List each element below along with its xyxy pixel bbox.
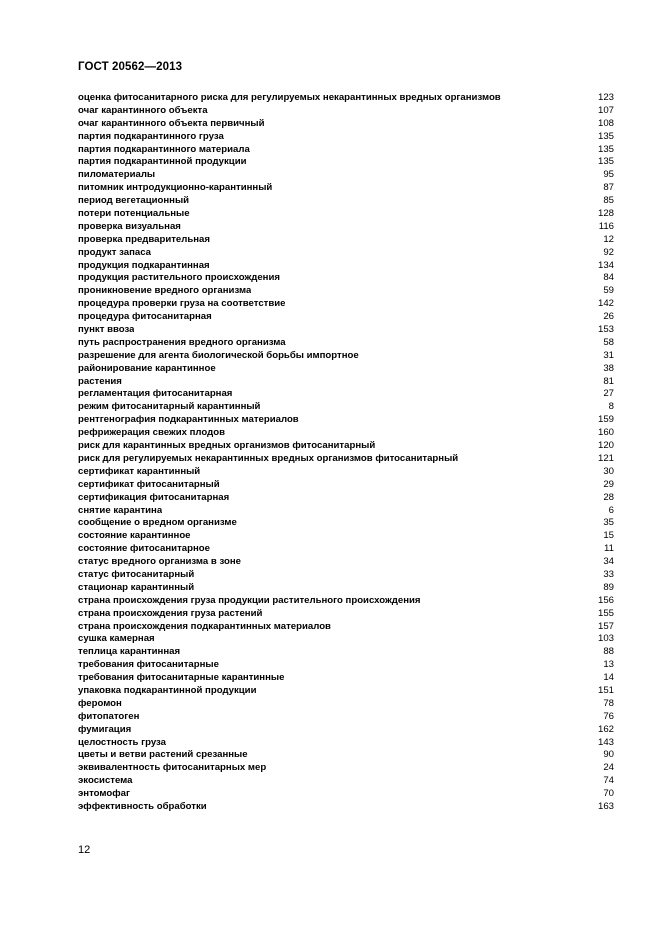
index-term: пункт ввоза	[78, 324, 135, 336]
index-term: процедура фитосанитарная	[78, 311, 212, 323]
index-entry	[78, 711, 614, 724]
index-term: питомник интродукционно-карантинный	[78, 182, 273, 194]
index-entry	[78, 156, 614, 169]
index-page-ref: 26	[603, 311, 614, 323]
index-term: статус вредного организма в зоне	[78, 556, 241, 568]
index-term: состояние карантинное	[78, 530, 191, 542]
index-page-ref: 74	[603, 775, 614, 787]
index-entry	[78, 208, 614, 221]
index-entry	[78, 633, 614, 646]
index-term: период вегетационный	[78, 195, 190, 207]
index-entry	[78, 466, 614, 479]
index-term: эквивалентность фитосанитарных мер	[78, 762, 267, 774]
index-term: эффективность обработки	[78, 800, 207, 812]
index-page-ref: 107	[597, 104, 614, 116]
index-entry	[78, 92, 614, 105]
index-entry	[78, 234, 614, 247]
index-page-ref: 135	[597, 143, 614, 155]
index-term: оценка фитосанитарного риска для регулируемых некарантинных вредных организмов	[78, 92, 501, 103]
index-entry	[78, 298, 614, 311]
index-page-ref: 120	[597, 440, 614, 452]
index-entry	[78, 427, 614, 440]
index-page-ref: 27	[603, 388, 614, 400]
index-page-ref: 163	[597, 800, 614, 812]
index-term: потери потенциальные	[78, 208, 190, 220]
index-entry	[78, 492, 614, 505]
index-term: проникновение вредного организма	[78, 285, 252, 297]
index-page-ref: 89	[603, 581, 614, 593]
index-page-ref: 135	[597, 130, 614, 142]
index-page-ref: 33	[603, 568, 614, 580]
index-entry	[78, 260, 614, 273]
index-term: разрешение для агента биологической борьбы импортное	[78, 349, 359, 361]
index-page-ref: 11	[604, 543, 614, 555]
index-entry	[78, 324, 614, 337]
index-entry	[78, 685, 614, 698]
index-entry	[78, 556, 614, 569]
index-entry	[78, 272, 614, 285]
index-page-ref: 12	[603, 233, 614, 245]
index-page-ref: 92	[603, 246, 614, 258]
index-entry	[78, 801, 614, 814]
page-number: 12	[78, 844, 91, 856]
index-term: регламентация фитосанитарная	[78, 388, 233, 400]
index-page-ref: 58	[603, 336, 614, 348]
index-entry	[78, 453, 614, 466]
index-page-ref: 116	[598, 220, 614, 232]
index-page-ref: 15	[603, 530, 614, 542]
index-entry	[78, 659, 614, 672]
index-page-ref: 14	[603, 672, 614, 684]
index-page-ref: 24	[603, 762, 614, 774]
index-page-ref: 108	[597, 117, 614, 129]
index-page-ref: 30	[603, 465, 614, 477]
index-term: требования фитосанитарные карантинные	[78, 672, 285, 684]
index-page-ref: 13	[603, 659, 614, 671]
index-term: цветы и ветви растений срезанные	[78, 749, 248, 761]
index-entry	[78, 337, 614, 350]
index-page-ref: 134	[597, 259, 614, 271]
index-page-ref: 156	[597, 594, 614, 606]
index-term: риск для регулируемых некарантинных вредных организмов фитосанитарный	[78, 452, 459, 464]
index-entry	[78, 363, 614, 376]
index-term: очаг карантинного объекта	[78, 104, 208, 116]
index-entry	[78, 182, 614, 195]
index-term: очаг карантинного объекта первичный	[78, 117, 265, 129]
index-term: пиломатериалы	[78, 169, 156, 181]
index-page-ref: 123	[597, 92, 614, 103]
index-term: сертификация фитосанитарная	[78, 491, 230, 503]
index-page-ref: 160	[597, 427, 614, 439]
index-entry	[78, 311, 614, 324]
index-term: партия подкарантинного материала	[78, 143, 250, 155]
index-page-ref: 38	[603, 362, 614, 374]
index-page-ref: 8	[608, 401, 614, 413]
index-entry	[78, 621, 614, 634]
index-term: режим фитосанитарный карантинный	[78, 401, 261, 413]
index-entry	[78, 350, 614, 363]
index-page-ref: 59	[603, 285, 614, 297]
index-page-ref: 128	[597, 208, 614, 220]
index-entry	[78, 247, 614, 260]
index-page-ref: 6	[608, 504, 614, 516]
index-term: фитопатоген	[78, 710, 140, 722]
index-term: феромон	[78, 697, 122, 709]
index-page-ref: 135	[597, 156, 614, 168]
index-term: фумигация	[78, 723, 132, 735]
index-page-ref: 29	[603, 478, 614, 490]
index-term: рентгенография подкарантинных материалов	[78, 414, 299, 426]
index-entry	[78, 221, 614, 234]
index-page-ref: 81	[603, 375, 614, 387]
index-page-ref: 121	[597, 452, 614, 464]
index-entry	[78, 595, 614, 608]
index-entry	[78, 169, 614, 182]
index-term: продукция растительного происхождения	[78, 272, 280, 284]
index-entry	[78, 543, 614, 556]
index-term: требования фитосанитарные	[78, 659, 219, 671]
index-page-ref: 28	[603, 491, 614, 503]
index-page-ref: 88	[603, 646, 614, 658]
index-term: энтомофаг	[78, 788, 130, 800]
alphabetical-index-list	[78, 92, 614, 814]
index-term: районирование карантинное	[78, 362, 216, 374]
document-header: ГОСТ 20562—2013	[78, 61, 183, 73]
index-term: статус фитосанитарный	[78, 568, 195, 580]
index-entry	[78, 388, 614, 401]
index-page-ref: 78	[603, 697, 614, 709]
index-page-ref: 35	[603, 517, 614, 529]
index-term: партия подкарантинной продукции	[78, 156, 247, 168]
index-term: продукт запаса	[78, 246, 151, 258]
index-entry	[78, 376, 614, 389]
index-term: проверка визуальная	[78, 220, 181, 232]
index-page-ref: 143	[597, 736, 614, 748]
index-entry	[78, 517, 614, 530]
index-entry	[78, 440, 614, 453]
index-term: стационар карантинный	[78, 581, 195, 593]
index-term: сообщение о вредном организме	[78, 517, 237, 529]
index-term: целостность груза	[78, 736, 167, 748]
index-page-ref: 155	[597, 607, 614, 619]
index-term: страна происхождения подкарантинных материалов	[78, 620, 331, 632]
index-page-ref: 70	[603, 788, 614, 800]
index-term: упаковка подкарантинной продукции	[78, 684, 257, 696]
index-term: сертификат карантинный	[78, 465, 201, 477]
index-entry	[78, 414, 614, 427]
index-term: состояние фитосанитарное	[78, 543, 210, 555]
index-entry	[78, 788, 614, 801]
index-entry	[78, 698, 614, 711]
index-entry	[78, 401, 614, 414]
index-page-ref: 157	[597, 620, 614, 632]
index-entry	[78, 144, 614, 157]
index-entry	[78, 118, 614, 131]
index-entry	[78, 569, 614, 582]
index-page-ref: 34	[603, 556, 614, 568]
index-term: партия подкарантинного груза	[78, 130, 224, 142]
index-entry	[78, 582, 614, 595]
index-entry	[78, 762, 614, 775]
index-term: растения	[78, 375, 122, 387]
index-page-ref: 162	[597, 723, 614, 735]
index-entry	[78, 195, 614, 208]
index-page-ref: 95	[603, 169, 614, 181]
index-entry	[78, 131, 614, 144]
index-entry	[78, 775, 614, 788]
index-page-ref: 159	[597, 414, 614, 426]
index-term: снятие карантина	[78, 504, 163, 516]
index-term: рефрижерация свежих плодов	[78, 427, 225, 439]
index-page-ref: 87	[603, 182, 614, 194]
index-entry	[78, 479, 614, 492]
index-entry	[78, 530, 614, 543]
index-entry	[78, 285, 614, 298]
index-page-ref: 31	[603, 349, 614, 361]
index-term: процедура проверки груза на соответствие	[78, 298, 286, 310]
index-page-ref: 76	[603, 710, 614, 722]
index-page-ref: 90	[603, 749, 614, 761]
index-term: страна происхождения груза растений	[78, 607, 263, 619]
index-page-ref: 153	[597, 324, 614, 336]
index-term: страна происхождения груза продукции растительного происхождения	[78, 594, 421, 606]
index-page-ref: 151	[597, 684, 614, 696]
index-term: путь распространения вредного организма	[78, 336, 286, 348]
index-page-ref: 103	[597, 633, 614, 645]
index-page-ref: 85	[603, 195, 614, 207]
index-page-ref: 84	[603, 272, 614, 284]
index-term: проверка предварительная	[78, 233, 210, 245]
index-entry	[78, 749, 614, 762]
index-entry	[78, 105, 614, 118]
index-entry	[78, 737, 614, 750]
index-entry	[78, 724, 614, 737]
index-entry	[78, 608, 614, 621]
index-term: экосистема	[78, 775, 133, 787]
index-term: сертификат фитосанитарный	[78, 478, 220, 490]
index-term: теплица карантинная	[78, 646, 181, 658]
index-term: сушка камерная	[78, 633, 155, 645]
index-page-ref: 142	[597, 298, 614, 310]
index-term: продукция подкарантинная	[78, 259, 210, 271]
index-entry	[78, 672, 614, 685]
index-entry	[78, 646, 614, 659]
index-entry	[78, 505, 614, 518]
index-term: риск для карантинных вредных организмов фитосанитарный	[78, 440, 376, 452]
